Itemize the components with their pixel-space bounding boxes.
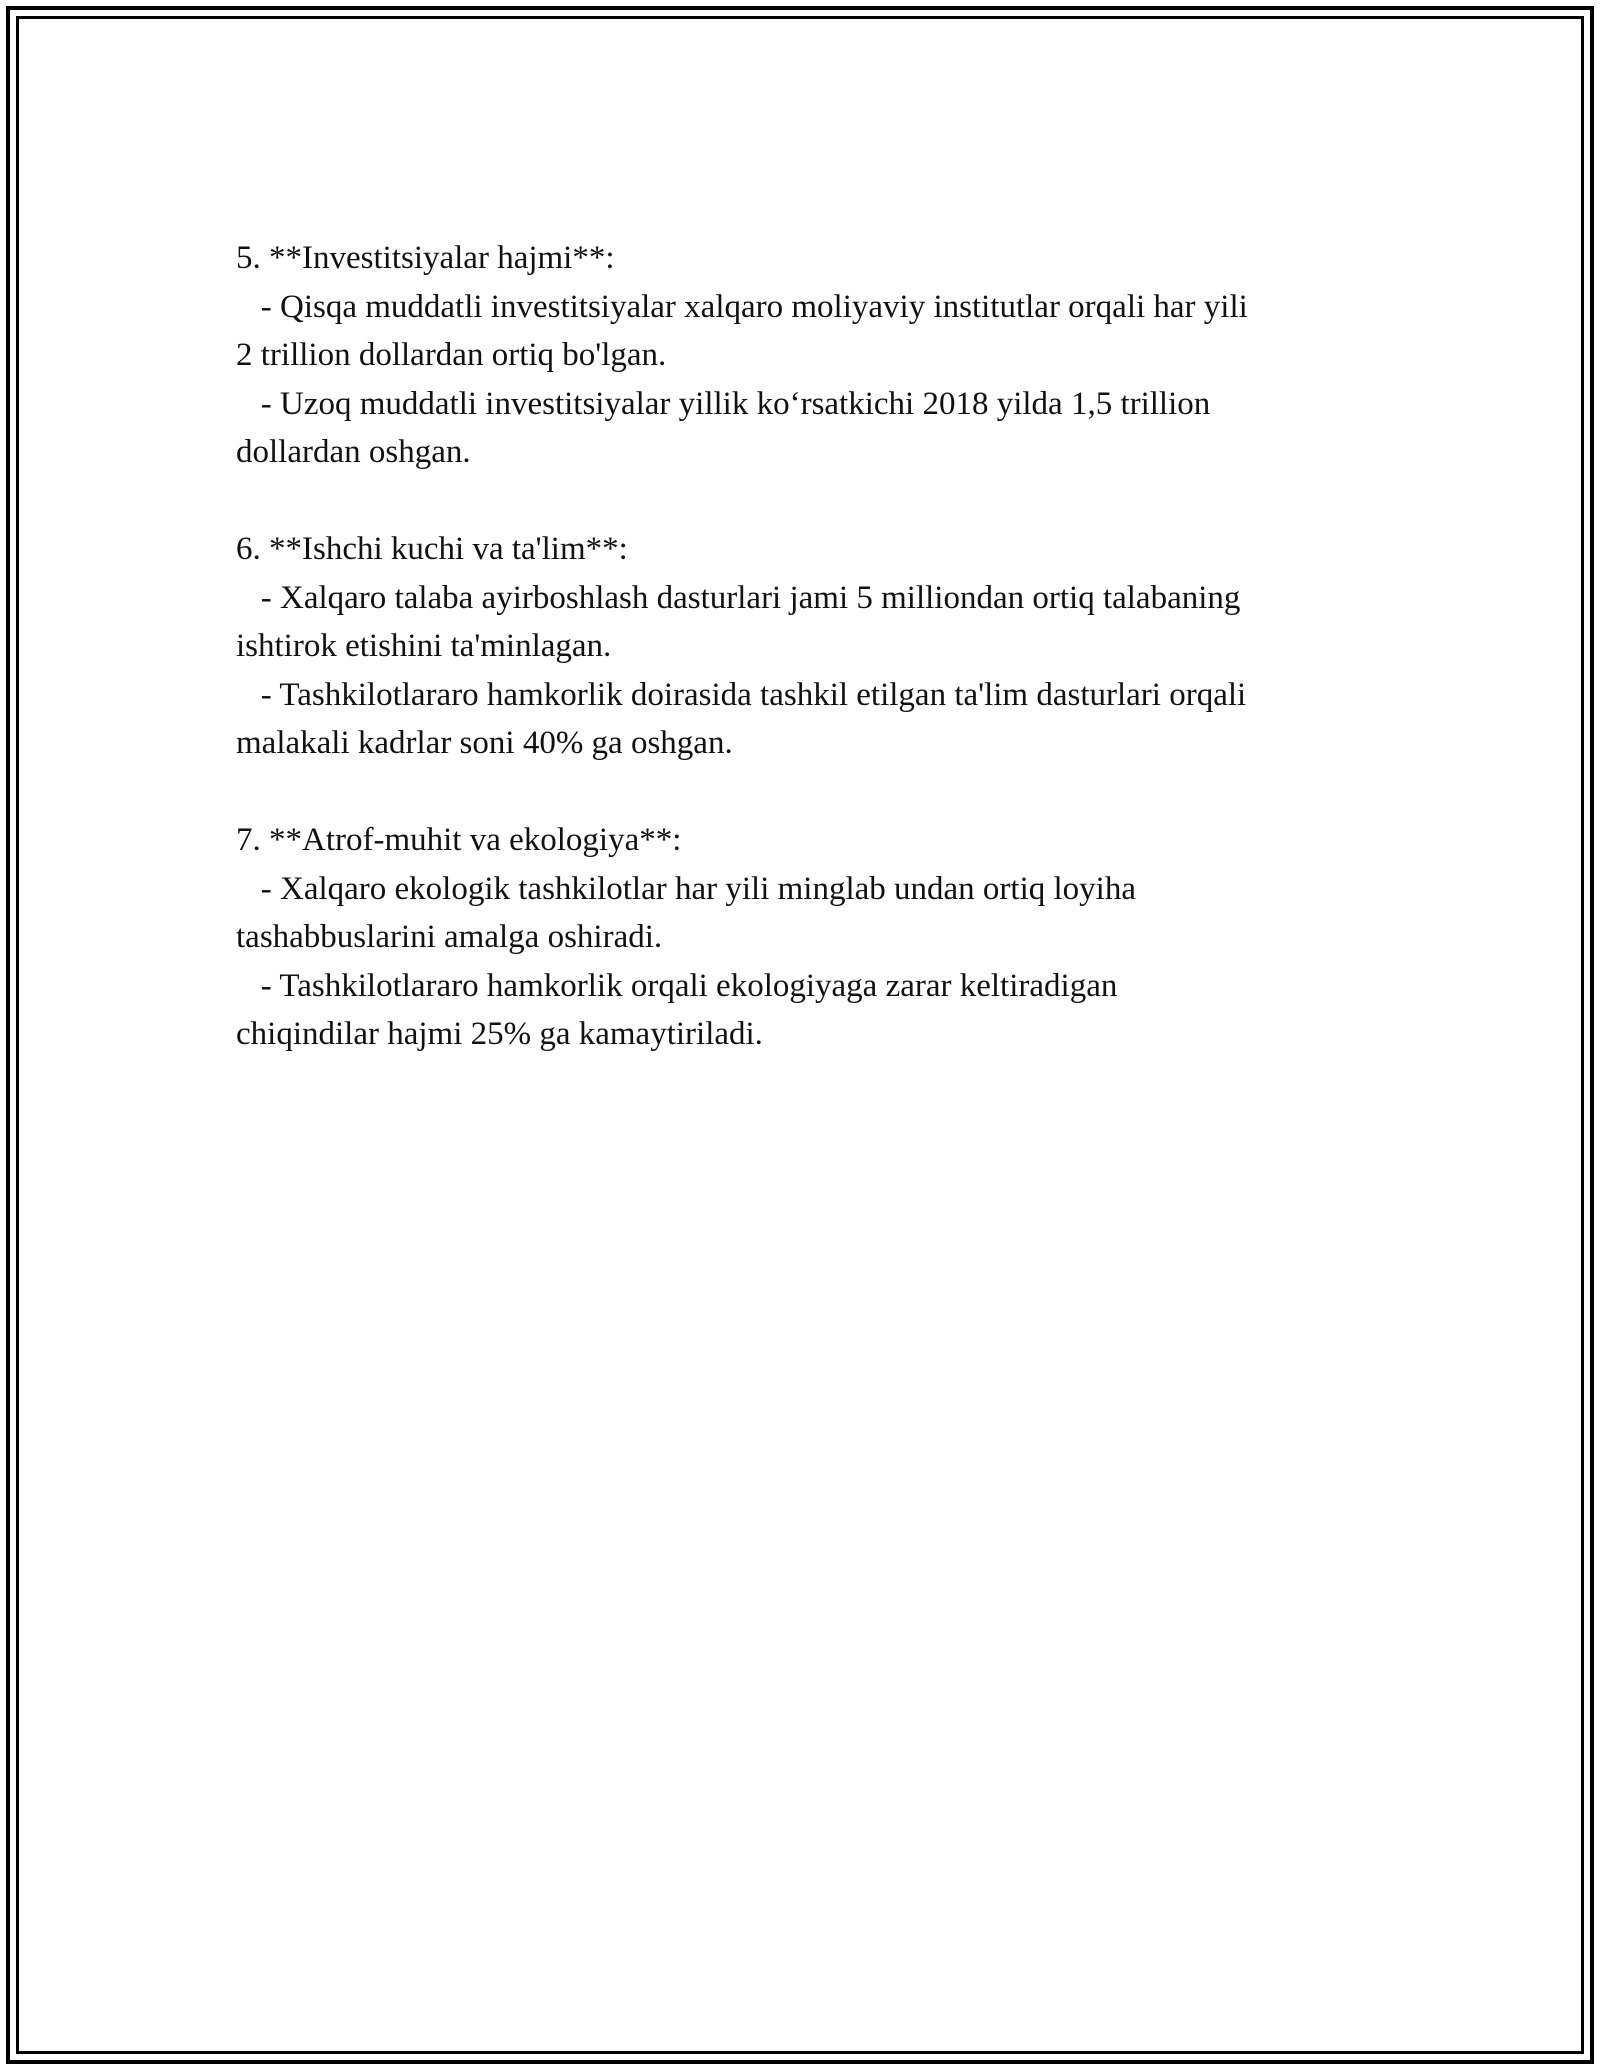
list-item-line: tashabbuslarini amalga oshiradi. (236, 919, 663, 955)
section-heading: 6. **Ishchi kuchi va ta'lim**: (236, 531, 628, 567)
list-item-line: - Xalqaro talaba ayirboshlash dasturlari jami 5 milliondan ortiq talabaning (236, 579, 1241, 616)
section-workforce-education (236, 525, 1376, 768)
section-heading: 5. **Investitsiyalar hajmi**: (236, 240, 615, 276)
list-item-line: dollardan oshgan. (236, 434, 471, 470)
list-item-line: malakali kadrlar soni 40% ga oshgan. (236, 725, 733, 761)
list-item-line: - Tashkilotlararo hamkorlik orqali ekologiyaga zarar keltiradigan (236, 967, 1118, 1004)
list-item-line: - Tashkilotlararo hamkorlik doirasida tashkil etilgan ta'lim dasturlari orqali (236, 676, 1247, 713)
list-item-line: ishtirok etishini ta'minlagan. (236, 628, 612, 664)
section-heading: 7. **Atrof-muhit va ekologiya**: (236, 822, 682, 858)
document-body (236, 234, 1376, 1107)
section-environment-ecology (236, 816, 1376, 1059)
list-item-line: chiqindilar hajmi 25% ga kamaytiriladi. (236, 1016, 763, 1052)
section-investments (236, 234, 1376, 477)
list-item-line: - Uzoq muddatli investitsiyalar yillik ko‘rsatkichi 2018 yilda 1,5 trillion (236, 385, 1211, 422)
list-item-line: 2 trillion dollardan ortiq bo'lgan. (236, 337, 667, 373)
list-item-line: - Qisqa muddatli investitsiyalar xalqaro moliyaviy institutlar orqali har yili (236, 288, 1248, 325)
list-item-line: - Xalqaro ekologik tashkilotlar har yili minglab undan ortiq loyiha (236, 870, 1136, 907)
